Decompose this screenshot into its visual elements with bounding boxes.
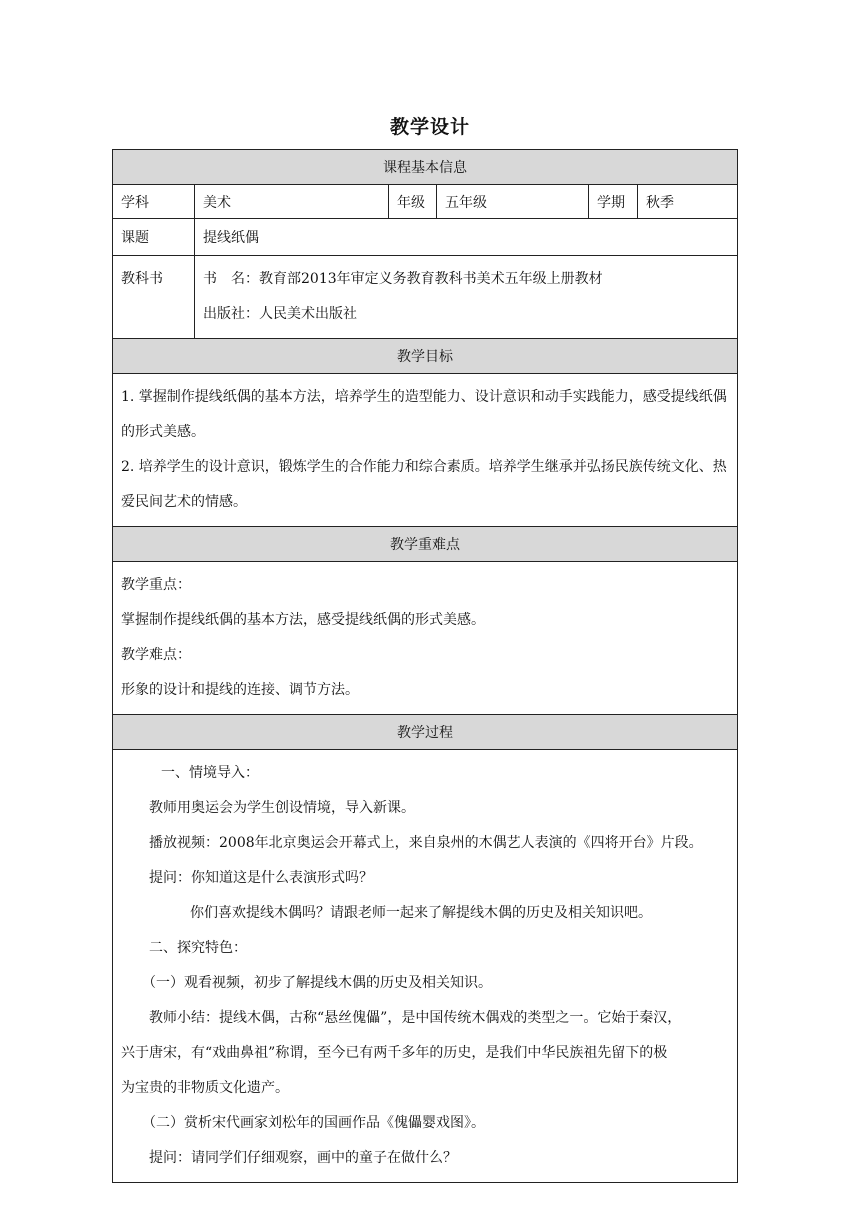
process-line: 播放视频：2008年北京奥运会开幕式上，来自泉州的木偶艺人表演的《四将开台》片段。 xyxy=(149,835,703,851)
section-header-basic xyxy=(113,150,738,185)
difficulty-label: 教学难点： xyxy=(121,647,191,663)
process-line: 你们喜欢提线木偶吗？请跟老师一起来了解提线木偶的历史及相关知识吧。 xyxy=(190,905,652,921)
basic-info-row xyxy=(113,185,738,219)
section-header-keypoints xyxy=(113,527,738,562)
textbook-info xyxy=(195,256,738,339)
goals-content xyxy=(113,374,738,527)
textbook-publisher: 出版社：人民美术出版社 xyxy=(203,306,357,322)
keypoints-content xyxy=(113,562,738,715)
document-title: 教学设计 xyxy=(389,116,470,138)
topic-row xyxy=(113,219,738,256)
difficulty-text: 形象的设计和提线的连接、调节方法。 xyxy=(121,682,359,698)
goal-item: 1. 掌握制作提线纸偶的基本方法，培养学生的造型能力、设计意识和动手实践能力，感受提线纸偶的形式美感。 xyxy=(121,389,727,440)
keypoints-row xyxy=(113,562,738,715)
goals-row xyxy=(113,374,738,527)
section-title-goals: 教学目标 xyxy=(113,339,738,374)
section-header-goals xyxy=(113,339,738,374)
process-line: 提问：请同学们仔细观察，画中的童子在做什么？ xyxy=(149,1150,457,1166)
key-label: 教学重点： xyxy=(121,577,191,593)
topic-label: 课题 xyxy=(113,219,195,256)
process-line: （二）赏析宋代画家刘松年的国画作品《傀儡婴戏图》。 xyxy=(142,1115,485,1131)
process-row xyxy=(113,750,738,1183)
process-line: 提问：你知道这是什么表演形式吗？ xyxy=(149,870,373,886)
textbook-row xyxy=(113,256,738,339)
process-line: 二、探究特色： xyxy=(149,940,247,956)
process-content xyxy=(113,750,738,1183)
subject-label: 学科 xyxy=(113,185,195,219)
process-line: 兴于唐宋，有“戏曲鼻祖”称谓，至今已有两千多年的历史，是我们中华民族祖先留下的极 xyxy=(121,1045,668,1061)
section-title-process: 教学过程 xyxy=(113,715,738,750)
textbook-name: 书 名：教育部2013年审定义务教育教科书美术五年级上册教材 xyxy=(203,271,603,287)
section-title-keypoints: 教学重难点 xyxy=(113,527,738,562)
process-line: 一、情境导入： xyxy=(161,765,259,781)
grade-value: 五年级 xyxy=(437,185,589,219)
section-header-process xyxy=(113,715,738,750)
goal-item: 2. 培养学生的设计意识，锻炼学生的合作能力和综合素质。培养学生继承并弘扬民族传统文化、热爱民间艺术的情感。 xyxy=(121,459,727,510)
textbook-label: 教科书 xyxy=(113,256,195,339)
process-line: 教师小结：提线木偶，古称“悬丝傀儡”，是中国传统木偶戏的类型之一。它始于秦汉， xyxy=(149,1010,682,1026)
term-label: 学期 xyxy=(589,185,638,219)
process-line: 教师用奥运会为学生创设情境，导入新课。 xyxy=(149,800,415,816)
section-title-basic: 课程基本信息 xyxy=(113,150,738,185)
grade-label: 年级 xyxy=(389,185,437,219)
term-value: 秋季 xyxy=(638,185,738,219)
lesson-plan-table xyxy=(112,149,738,1183)
key-text: 掌握制作提线纸偶的基本方法，感受提线纸偶的形式美感。 xyxy=(121,612,485,628)
subject-value: 美术 xyxy=(195,185,389,219)
process-line: 为宝贵的非物质文化遗产。 xyxy=(121,1080,289,1096)
topic-value: 提线纸偶 xyxy=(195,219,738,256)
process-line: （一）观看视频，初步了解提线木偶的历史及相关知识。 xyxy=(142,975,492,991)
